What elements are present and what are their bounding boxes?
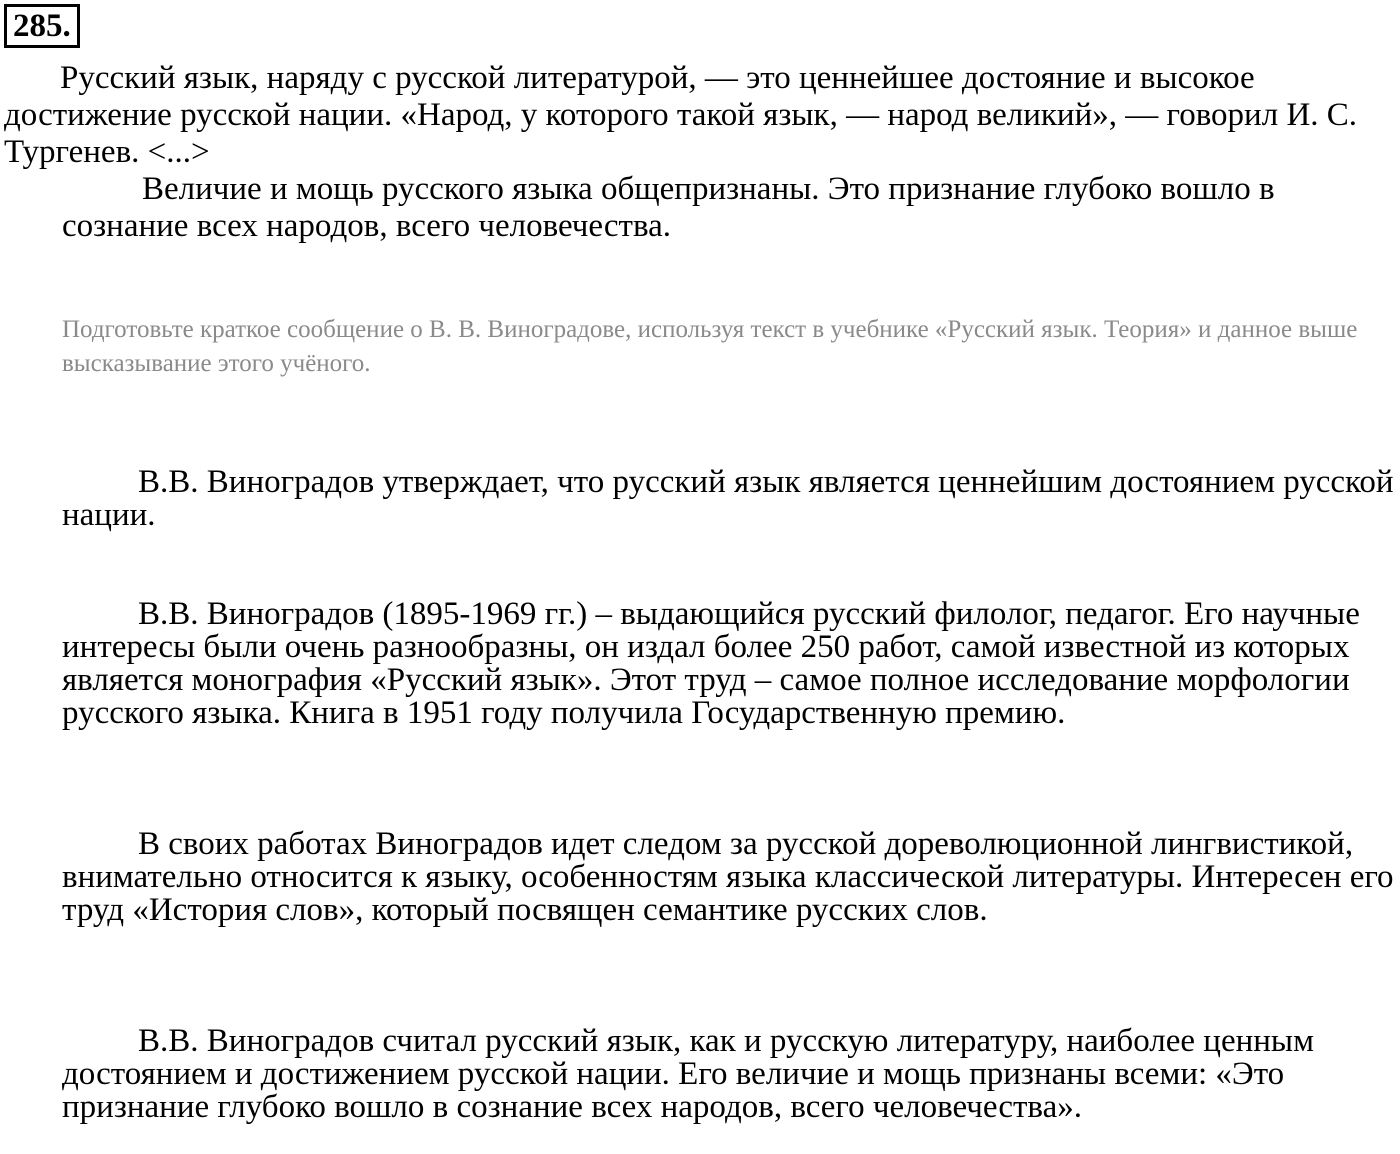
- answer-paragraph-4: В.В. Виноградов считал русский язык, как и русскую литературу, наиболее ценным достоянием и достижением русской нации. Его величие и мощь признаны всеми: «Это признание глубоко вошло в сознание всех народов, всего человечества».: [62, 1023, 1314, 1125]
- quote-paragraph-2: Величие и мощь русского языка общепризнаны. Это признание глубоко вошло в сознание всех народов, всего человечества.: [62, 171, 1275, 244]
- answer-paragraph-1: В.В. Виноградов утверждает, что русский язык является ценнейшим достоянием русской нации.: [62, 464, 1394, 533]
- answer-paragraph-2: В.В. Виноградов (1895-1969 гг.) – выдающийся русский филолог, педагог. Его научные интересы были очень разнообразны, он издал более 250 работ, самой известной из которых является монография «Русский язык». Этот труд – самое полное исследование морфологии русского языка. Книга в 1951 году получила Государственную премию.: [62, 596, 1360, 731]
- quote-block: [4, 60, 1394, 245]
- quote-paragraph-1: Русский язык, наряду с русской литературой, — это ценнейшее достояние и высокое достижение русской нации. «Народ, у которого такой язык, — народ великий», — говорил И. С. Тургенев. <...>: [4, 60, 1358, 170]
- answer-paragraph-3: В своих работах Виноградов идет следом за русской дореволюционной лингвистикой, внимательно относится к языку, особенностям языка классической литературы. Интересен его труд «История слов», который посвящен семантике русских слов.: [62, 826, 1394, 928]
- task-instruction: Подготовьте краткое сообщение о В. В. Виноградове, используя текст в учебнике «Русский язык. Теория» и данное выше высказывание этого учёного.: [62, 316, 1358, 377]
- exercise-number: 285.: [4, 4, 80, 48]
